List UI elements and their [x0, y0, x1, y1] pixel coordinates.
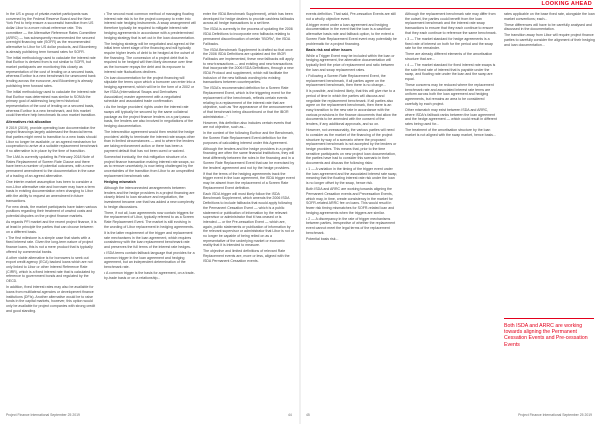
paragraph: Although the interconnected arrangements between lenders and the hedge providers in a project financing are closely linked to loan structure and negotiation, the investment became one that has added a new complexity to hedge discussions.: [104, 185, 195, 209]
paragraph: Potential basis risk...: [306, 236, 339, 241]
paragraph: Other mismatch may exist between ISDA and ARRC, where ISDA's fallback ranks between the loan agreement and the hedge agreement — which could result in different rates being used for...: [405, 107, 497, 126]
paragraph: events definition. That said, Pre-cessation Events are still not a wholly objective event.: [306, 12, 396, 21]
paragraph: It is the latter requirement of the trigger and replacement rate mechanisms in the loan agreement, which requires consistency with the loan replacement benchmark rate and preserves the full terms of the interest rate hedges.: [104, 230, 193, 249]
page-gutter: [299, 0, 301, 424]
paragraph: The initial methodology used to calculate the interest rate that Euribor was determined was similar to SONIA the primary goal of addressing long term historical representation of the cost of lending on a secured basis, whereas Euribor is a new benchmark, and this market could therefore help benchmark its own market transition.: [6, 89, 97, 118]
subheading: Basis risk and other issues: [306, 47, 352, 52]
paragraph: The ISDA is currently in the process of updating the 2006 ISDA Definitions to incorporate new fallbacks relating to permanent discontinuation of certain "IBORs", the ISDA Fallbacks.: [203, 27, 293, 46]
paragraph: A other viable alternative is for borrowers to seek out export credit agency (ECA) backed loans which are not only linked to Libor or other Interest Reference Rate (CIRR), which is a fixed interest rate that is calculated by reference to government bonds and regulated by the OECD.: [6, 255, 95, 284]
paragraph: In the context of the following Euribor and the Benchmark, the Screen Rate Replacement Event definition for the purposes of calculating interest under this Agreement.: [203, 131, 295, 145]
paragraph: • The second most common method of managing floating interest rate risk is for the project company to enter into interest rate hedging instruments. A swap arrangement will therefore typically be required to mitigate interest rate hedging agreements in accordance with a predetermined hedging strategy that is set out in the loan documentation.: [104, 12, 196, 40]
subheading: Alternatives risk allocation: [6, 119, 52, 124]
paragraph: The treatment of the amortisation structure by the loan market is not aligned with the swap market, hence basis...: [405, 127, 496, 137]
paragraph: If that the terms of the hedging agreements track the trigger event in the loan agreement, the ISDA trigger event may be absent from the replacement of a Screen Rate Replacement Event definition.: [203, 171, 295, 190]
text-column-1: [6, 12, 98, 412]
paragraph: • As the hedge providers' rights under the interest rate swaps will typically be secured by the same collateral package as the project finance lenders on a pari passu basis, the lenders are also involved in negotiations of the hedging documentation.: [104, 105, 194, 129]
subheading: Hedging mismatch: [104, 179, 136, 184]
text-column-4: [306, 12, 398, 412]
page-number-left: 44: [288, 413, 292, 417]
text-column-6: [504, 12, 596, 312]
paragraph: There, if not all, loan agreements now contain triggers for the replacement of Libor, typically referred to as a Screen Rate Replacement Event. The market is still evolving in the wording of Libor replacement in hedging agreements.: [104, 210, 194, 229]
paragraph: • 1 — A variation in the timing of the trigger event under the loan agreement and the associated interest rate swap, meaning that the floating interest rate risk under the loan is no longer offset by the swap, hence risk.: [306, 167, 398, 186]
footer-publication-right: Project Finance International September 25 2019: [518, 413, 592, 417]
paragraph: These concerns may be reduced where the replacement benchmark rate and associated interest rate terms are uniform across both the loan agreement and hedging agreements, but remains an area to be considered carefully by each project.: [405, 83, 494, 106]
paragraph: For new deals, the market participants have taken various positions regarding their treatment of unwind costs and potential disputes on the project finance markets.: [6, 204, 97, 219]
text-column-3: [203, 12, 295, 412]
paragraph: • Following a Screen Rate Replacement Event, the replacement benchmark, if all parties agree on the replacement benchmark, then there is no change...: [306, 73, 387, 88]
paragraph: • 2 — A discrepancy in the rate of trigger mechanisms between parties, irrespective of whether the replacement event cannot meet the legal terms of the replacement benchmark.: [306, 216, 396, 235]
paragraph: The hedging strategy will be negotiated and agreed at the initial term sheet stage of the financing and will typically require higher levels of debt to be hedged at the outset of the financing. The concession of a project debt that is required to be hedged will then likely decrease over time as the borrower repays the debt and its exposure to interest rate fluctuations declines.: [104, 41, 195, 74]
paragraph: There are already different elements of the amortisation structure that are...: [405, 52, 493, 61]
paragraph: • 3 — The market standard for hedge agreements is a fixed rate of interest on both for the period and the swap rate for the remainder.: [405, 36, 493, 51]
paragraph: The intercreditor agreement would then restrict the hedge providers' ability to terminate the interest rate swaps other than in limited circumstances — and to where the lenders are taking enforcement action or there has been a payment default that has not been cured or waived.: [104, 130, 195, 153]
paragraph: enter the ISDA Benchmark Supplement), which has been developed for hedge dealers to provide cashless fallbacks across all hedge transactions to a set time.: [203, 12, 295, 26]
paragraph: Although the lenders and the hedge providers in a project financing are often the same financial institutions, they will treat differently between the roles in the financing and in a Screen Rate Replacement Event that can be exercised by the lenders' agreement and not by the hedge providers.: [203, 146, 295, 170]
paragraph: As regards PFI market and the recent project finance, it is at least in principle the parties that can choose between on a different basis.: [6, 220, 97, 234]
paragraph: On loan documentation for the project financing will stipulate the terms upon which a borrower can enter into a hedging agreement, which will be in the form of a 2002 or live ISDA (International Swaps and Derivatives Association) master agreement with a negotiated schedule and associated trade confirmation.: [104, 75, 196, 104]
paragraph: • 4 — The market standard for fixed interest rate swaps is the sole fixed rate of interest that is payable under the swap, and floating rate under the loan and the swap are equal.: [405, 62, 496, 82]
paragraph: One interim market assumption has been to consider a non-Libor alternative rate and borrower may have a term basis in existing documentation when changing to Libor with the ability to request an amendment in future transactions.: [6, 179, 95, 203]
page-number-right: 45: [306, 413, 310, 417]
paragraph: The objective and limited definitions of relevant Rate Replacement events are, more or less, aligned with the ISDA Permanent Cessation events.: [203, 249, 290, 263]
paragraph: Both ISDA and ARRC are working towards aligning the Permanent Cessation events and Precessation Events, which may, in time, create consistency in the market for SOFR-related ARRC fee on loans. This would result in fewer risk timing mismatches for SOFR-related loan and hedging agreements when the triggers are similar.: [306, 187, 395, 215]
paragraph: These differences will have to be carefully analysed and discussed in the documentation.: [504, 22, 592, 32]
paragraph: It is possible, and indeed likely, that this will give rise to a period of time in which the parties will discuss and negotiate the replacement benchmark. If all parties also agree on the replacement benchmark, then there is an easy transition to the new rate in accordance with the various provisions in the finance documents that allow the documents to be amended with the consent of the lenders, if any additional approvals, and so on.: [306, 89, 397, 127]
paragraph: • ISDA terms contain fallback language that provides for a common trigger in the loan agreement and hedging agreement, but an independent determination of the benchmark rate.: [104, 250, 195, 270]
text-column-2: [104, 12, 196, 412]
paragraph: A trigger event under a loan agreement and hedging documentation in the event that the loan is a cashflow alternative basis rate and fallback option, to the extent a Screen Rate Replacement Event event may potentially be problematic for a project financing.: [306, 22, 397, 46]
footer-publication-left: Project Finance International September 25 2019: [6, 413, 80, 417]
paragraph: rates applicable on the base fixed rate, alongside the loan market conventions; each...: [504, 12, 595, 21]
header-rule: [310, 8, 593, 9]
paragraph: The ISDA Benchmark Supplement is drafted so that once the 2006 ISDA Definitions are updated and the IBOR Fallbacks are implemented, these new fallbacks will apply to new transactions — and existing and new transactions that incorporate the 2006 ISDA Definitions, through a new ISDA Protocol and supplement, which will facilitate the inclusion of the new fallback wording into existing transactions between counterparties.: [203, 47, 294, 85]
paragraph: The initial methodology used to calculate the interest rate that Euribor is derived from is not similar to SOFR, but market participants are monitoring this closely as representation of the cost of lending on a secured basis, whereas Euribor is a new benchmark for unsecured bank lending across the eurozone, and Bloomberg is already publishing term forward rates.: [6, 55, 96, 88]
paragraph: In the US a group of private-market participants was convened by the Federal Reserve Board and the New York Fed to help ensure a successful transition from US dollar Libor to a more robust reference rate. This committee — the Alternative Reference Rates Committee (ARRC) — has subsequently recommended the secured overnight financing rate (SOFR) as the recommended alternative to Libor for US dollar products, and Bloomberg is already publishing term forward rates for SOFR.: [6, 12, 97, 54]
paragraph: The transition away from Libor will require project finance parties to carefully consider the alignment of their hedging and loan documentation...: [504, 33, 595, 47]
paragraph: Each ISDA trigger will most likely follow the ISDA Benchmark Supplement, which amends the 2006 ISDA Definitions to include fallbacks that would apply following the Permanent Cessation Event — which is a public statement or publication of information by the relevant supervisor or administrator that it has ceased or is intended — or the Pre-cessation Event — which are, again, public statements or publication of information by the relevant supervisor or administrator that Libor is not or no longer be capable of being relied on as a representative of the underlying market or economic reality that it is intended to measure.: [203, 191, 294, 248]
paragraph: However, not unreasonably, the various parties will need to consider as the market of the financing of the project structure by way of a scenario where the proposed replacement benchmark is not accepted by the lenders or hedge providers. This means that, prior to the time sensitive participants on new project loan documentation, the parties have had to consider this scenario in their documents and discuss the following risks:: [306, 128, 397, 166]
paragraph: • The first milestone is a simple case that starts with a fixed interest rate. Given the long-term nature of project finance loans, this is not a mere product that is typically offered by commercial banks.: [6, 235, 93, 254]
paragraph: If 2019 (2019), provide operating loan documentation the project financings largely addressed the financial terms that parties might need to transition to a new basis should Libor no longer be available, or an agreed mechanism for cooperation to arrive at a suitable replacement benchmark if no alternative is in place by the time of transition.: [6, 125, 98, 154]
paragraph: The ISDA's recommended definition for a Screen Rate Replacement Event, which is the triggering event for the replacement of the benchmark, reflects certain events relating to a replacement of the interest rate that are objective, such as "the appearance of the announcement of that benchmark being discontinued or that the IBOR administrator...": [203, 86, 293, 119]
text-column-5: [405, 12, 497, 412]
paragraph: Although the replacement benchmark rate may differ from the outset, the parties could benefit from the loan replacement benchmark and the interest rate swap transactions to ensure that they each continue to ensure that they each continue to reference the same benchmark.: [405, 12, 497, 35]
paragraph: The LMA is currently updating its February 2018 Note of Rates Replacement of Screen Rate Clause and there have been a number of potential outcomes, with a more permanent amendment to the documentation in the case of a trading of an agreed alternative.: [6, 155, 95, 178]
paragraph: In addition, fixed interest rates may also be available for loans from multilateral agencies or development finance institutions (DFIs). Another alternative would be to raise funds in the capital markets, however, this option would only be available for project companies with strong credit and good standing.: [6, 285, 96, 313]
pullquote: Both ISDA and ARRC are working towards aligning the Permanent Cessation Events and Pre-cessation Events: [504, 323, 588, 348]
paragraph: • A common trigger is the basis for agreement, on a trade-by-trade basis or on a relationship...: [104, 271, 195, 280]
paragraph: Somewhat ironically, the risk mitigation structure of a project finance transaction making interest rate swaps, so as to remove uncertainty, is now being challenged by the uncertainties of the transition from Libor to an unspecified replacement benchmark rate.: [104, 154, 195, 178]
section-label: LOOKING AHEAD: [541, 1, 592, 7]
pullquote-rule: [504, 318, 594, 319]
paragraph: While a Trigger Event may be included within the loan or hedging agreement, the alternative documentation will typically limit the price of replacement and ratio between the loan and swap replacement rates.: [306, 53, 395, 72]
paragraph: However, this definition also includes certain events that are not objective, such as...: [203, 120, 291, 130]
